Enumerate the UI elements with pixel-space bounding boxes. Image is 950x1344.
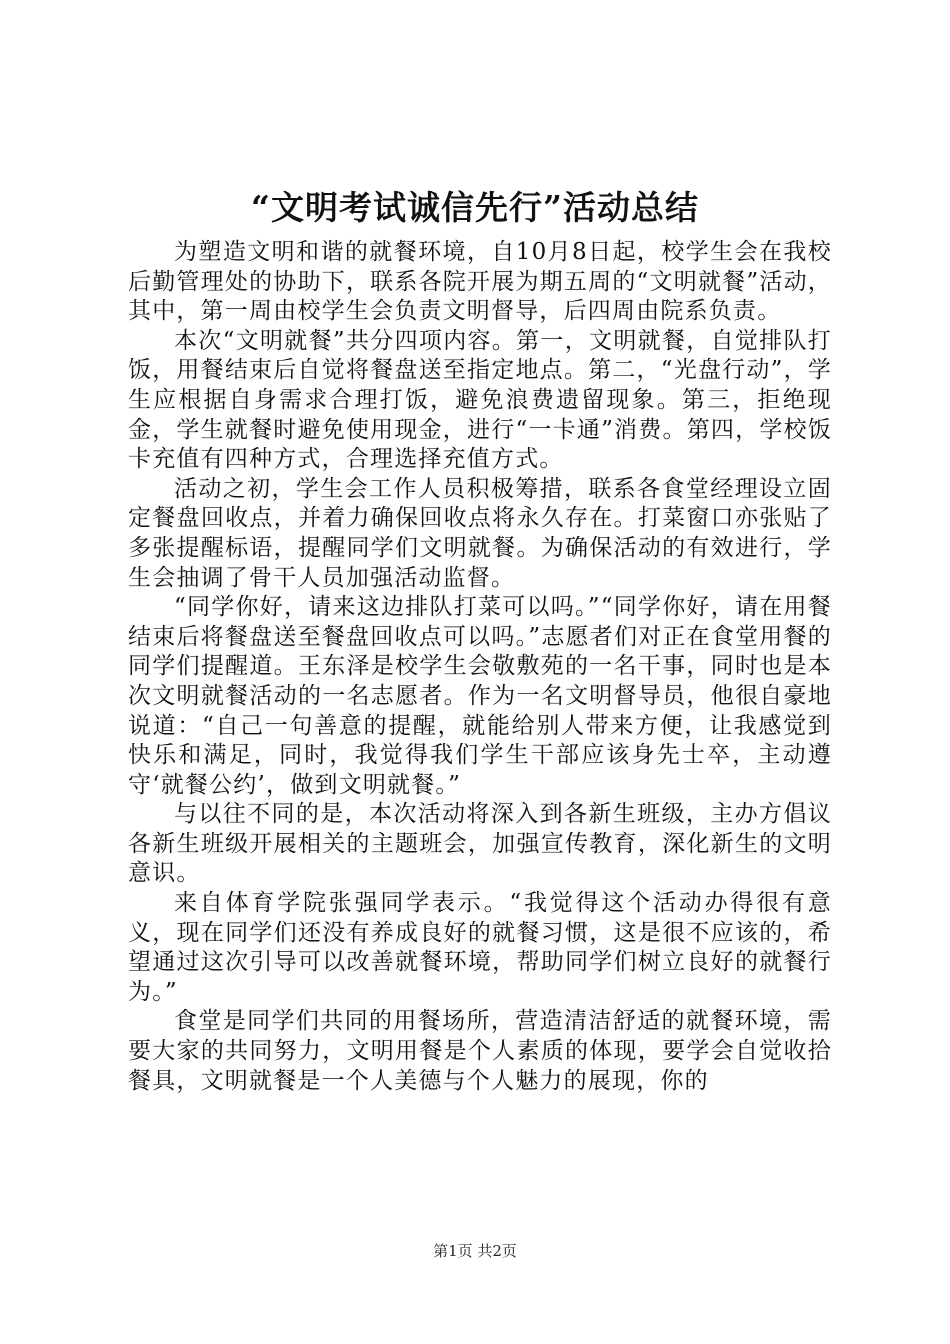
paragraph: “同学你好，请来这边排队打菜可以吗。”“同学你好，请在用餐结束后将餐盘送至餐盘回收点可以吗。”志愿者们对正在食堂用餐的同学们提醒道。王东泽是校学生会敬敷苑的一名干事，同时也是本次文明就餐活动的一名志愿者。作为一名文明督导员，他很自豪地说道：“自己一句善意的提醒，就能给别人带来方便，让我感觉到快乐和满足，同时，我觉得我们学生干部应该身先士卒，主动遵守‘就餐公约’，做到文明就餐。” [128,594,832,798]
document-body [128,238,832,1096]
paragraph: 与以往不同的是，本次活动将深入到各新生班级，主办方倡议各新生班级开展相关的主题班会，加强宣传教育，深化新生的文明意识。 [128,801,832,887]
paragraph: 食堂是同学们共同的用餐场所，营造清洁舒适的就餐环境，需要大家的共同努力，文明用餐是个人素质的体现，要学会自觉收拾餐具，文明就餐是一个人美德与个人魅力的展现，你的 [128,1008,832,1094]
paragraph: 活动之初，学生会工作人员积极筹措，联系各食堂经理设立固定餐盘回收点，并着力确保回收点将永久存在。打菜窗口亦张贴了多张提醒标语，提醒同学们文明就餐。为确保活动的有效进行，学生会抽调了骨干人员加强活动监督。 [128,475,832,591]
paragraph: 来自体育学院张强同学表示。“我觉得这个活动办得很有意义，现在同学们还没有养成良好的就餐习惯，这是很不应该的，希望通过这次引导可以改善就餐环境，帮助同学们树立良好的就餐行为。” [128,890,832,1005]
page-footer [0,1240,950,1262]
page-number-indicator: 第1页 共2页 [433,1242,517,1260]
paragraph: 为塑造文明和谐的就餐环境，自10月8日起，校学生会在我校后勤管理处的协助下，联系各院开展为期五周的“文明就餐”活动，其中，第一周由校学生会负责文明督导，后四周由院系负责。 [128,239,832,325]
paragraph: 本次“文明就餐”共分四项内容。第一，文明就餐，自觉排队打饭，用餐结束后自觉将餐盘送至指定地点。第二，“光盘行动”，学生应根据自身需求合理打饭，避免浪费遗留现象。第三，拒绝现金，学生就餐时避免使用现金，进行“一卡通”消费。第四，学校饭卡充值有四种方式，合理选择充值方式。 [128,327,832,473]
document-title: “文明考试诚信先行”活动总结 [251,188,699,227]
